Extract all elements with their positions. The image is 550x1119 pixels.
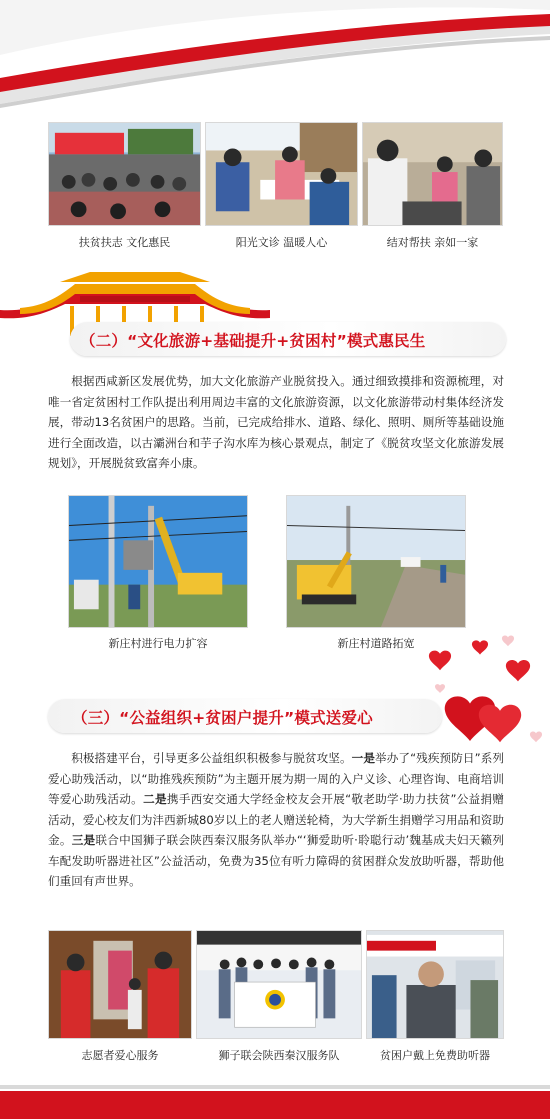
caption-paired-assistance: 结对帮扶 亲如一家 [386,236,479,249]
caption-power-expansion: 新庄村进行电力扩容 [108,637,208,650]
section3-point3-text: 联合中国狮子联会陕西秦汉服务队举办“‘狮爱助听·聆聪行动’魏基成夫妇天籁列车配发助听器进社区”公益活动，免费为35位有听力障碍的贫困群众发放助听器，帮助他们重回有声世界。 [48,833,504,888]
section3-intro: 积极搭建平台，引导更多公益组织积极参与脱贫攻坚。 [71,751,352,765]
photo-road-widening [286,495,466,628]
caption-hearing-aid: 贫困户戴上免费助听器 [380,1049,490,1062]
top-decorative-swoosh [0,0,550,110]
section2-paragraph: 根据西咸新区发展优势，加大文化旅游产业脱贫投入。通过细致摸排和资源梳理，对唯一省定贫困村工作队提出利用周边丰富的文化旅游资源，以文化旅游带动村集体经济发展，带动13名贫困户的思路。当前，已完成给排水、道路、绿化、照明、厕所等基础设施进行全面改造，以古灞洲台和芋子沟水库为核心景观点，制定了《脱贫攻坚文化旅游发展规划》，开展脱贫致富奔小康。 [48,374,504,470]
photo-volunteer-service [48,930,192,1039]
section3-point1-label: 一是 [351,751,376,765]
photo-hearing-aid [366,930,504,1039]
section3-point3-label: 三是 [71,833,96,847]
section3-point2-text: 携手西安交通大学经金校友会开展“敬老助学·助力扶贫”公益捐赠活动，爱心校友们为沣西新城80岁以上的老人赠送轮椅，为大学新生捐赠学习用品和资助金。 [48,792,504,847]
caption-road-widening: 新庄村道路拓宽 [337,637,415,650]
photo-power-expansion [68,495,248,628]
section3-paragraph [48,748,504,892]
section3-point2-label: 二是 [143,792,167,806]
photo-paired-assistance [362,122,503,226]
caption-medical-clinic: 阳光文诊 温暖人心 [235,236,328,249]
hearts-decoration-icon [420,625,550,755]
photo-lions-club-team [196,930,362,1039]
bottom-decorative-band [0,1085,550,1119]
section3-point1-text: 举办了“残疾预防日”系列爱心助残活动，以“助推残疾预防”为主题开展为期一周的入户义诊、心理咨询、电商培训等爱心助残活动。 [48,751,504,806]
caption-volunteer-service: 志愿者爱心服务 [81,1049,159,1062]
section2-title: （二）“文化旅游+基础提升+贫困村”模式惠民生 [80,332,426,350]
section3-title: （三）“公益组织+贫困户提升”模式送爱心 [72,709,373,727]
caption-lions-club-team: 狮子联会陕西秦汉服务队 [218,1049,340,1062]
photo-cultural-event [48,122,201,226]
caption-cultural-event: 扶贫扶志 文化惠民 [78,236,171,249]
photo-medical-clinic [205,122,358,226]
